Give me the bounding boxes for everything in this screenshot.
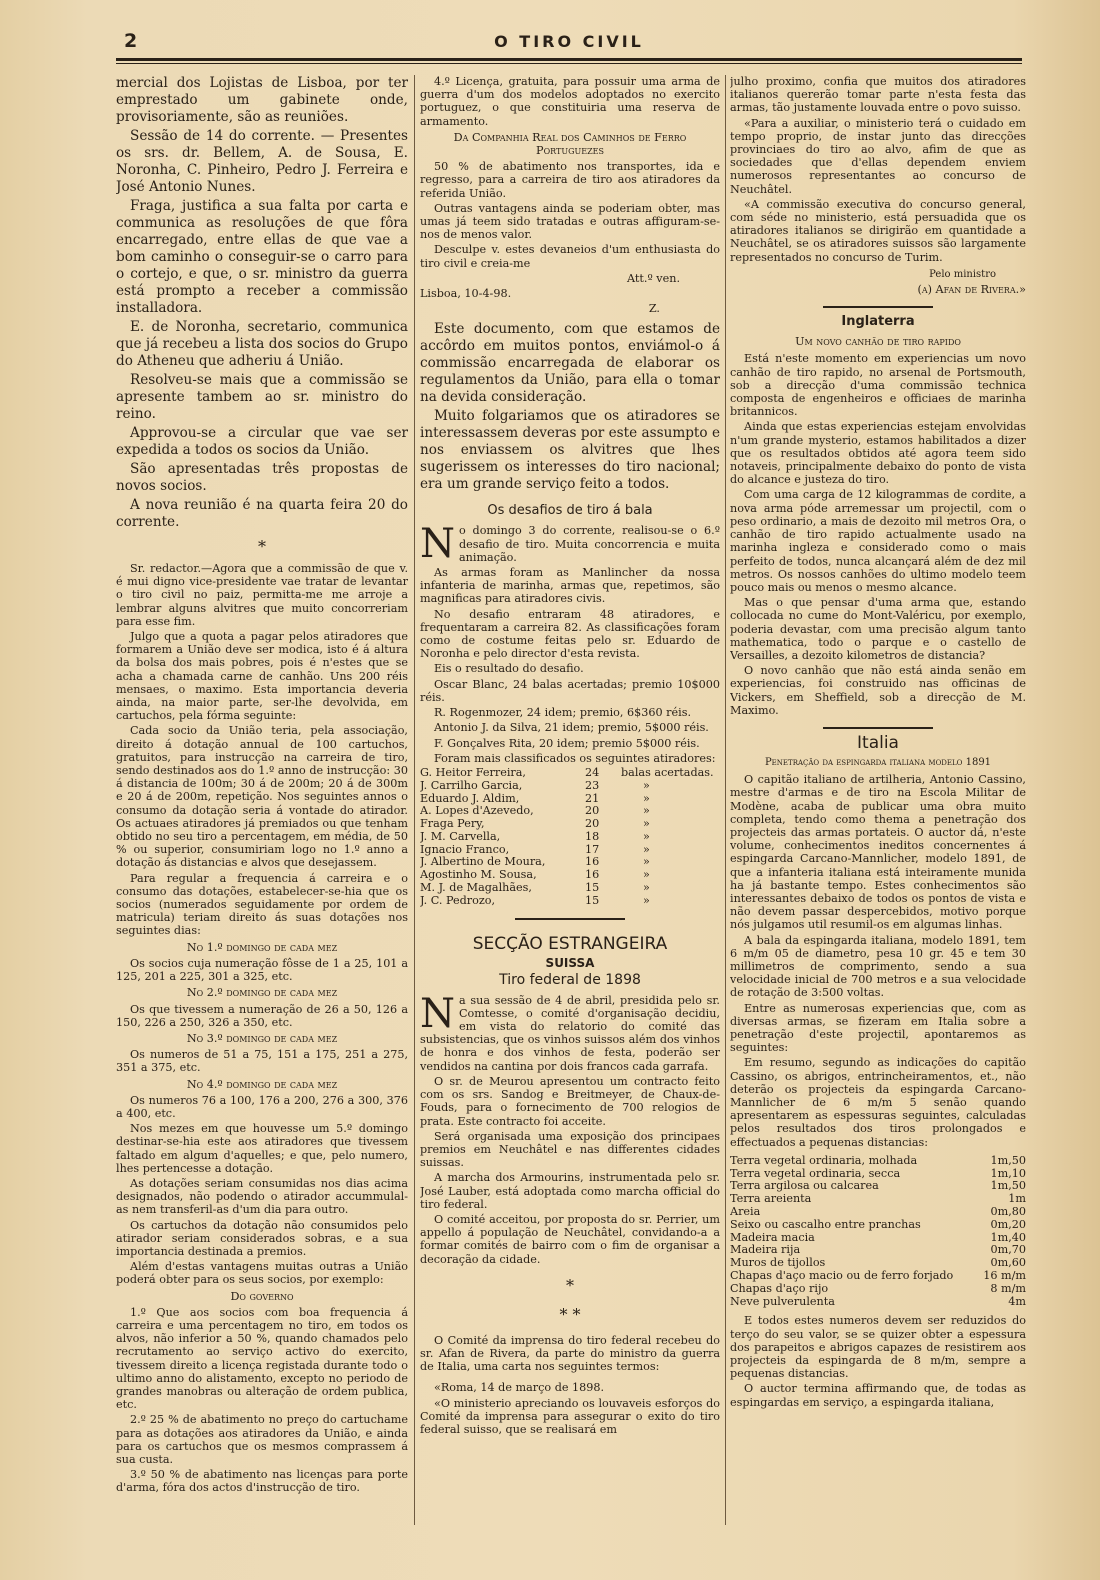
article-text: O sr. de Meurou apresentou um contracto feito com os srs. Sandog e Breitmeyer, de Chaux-de-Fouds, para o fornecimento de 700 relogios de prata. Este contracto foi acceite. <box>420 1074 720 1128</box>
article-text: São apresentadas três propostas de novos socios. <box>116 461 408 494</box>
result-unit: » <box>643 842 650 856</box>
thickness-value: 8 m/m <box>990 1281 1026 1295</box>
letter-text: Além d'estas vantagens muitas outras a União poderá obter para os seus socios, por exemplo: <box>116 1260 408 1287</box>
material-name: Terra argilosa ou calcarea <box>730 1179 879 1193</box>
letter-text: 3.º 50 % de abatimento nas licenças para porte d'arma, fóra dos actos d'instrucção de tiro. <box>116 1468 408 1495</box>
letter-text: Os socios cuja numeração fôsse de 1 a 25, 101 a 125, 201 a 225, 301 a 325, etc. <box>116 956 408 984</box>
drop-cap: N <box>420 521 455 568</box>
letter-text: Nos mezes em que houvesse um 5.º domingo destinar-se-hia este aos atiradores que tivessem faltado em algum d'aquelles; e que, pelo numero, lhes pertencesse a dotação. <box>116 1122 408 1175</box>
subheading: Penetração da espingarda italiana modelo 1891 <box>764 756 992 768</box>
article-text: Ainda que estas experiencias estejam envolvidas n'um grande mysterio, estamos habilitados a dizer que os resultados obtidos até agora teem sido notaveis, principalmente debaixo do ponto de vista do alcance e justeza do tiro. <box>730 420 1026 487</box>
material-name: Terra vegetal ordinaria, molhada <box>730 1153 918 1167</box>
article-text: No desafio entraram 48 atiradores, e frequentaram a carreira 82. As classificações foram como de costume feitas pelo sr. Eduardo de Noronha e pelo director d'esta revista. <box>420 607 720 661</box>
material-name: Areia <box>730 1205 761 1219</box>
section-heading-desafios: Os desafios de tiro á bala <box>487 503 653 519</box>
article-text: Sessão de 14 do corrente. — Presentes os srs. dr. Bellem, A. de Sousa, E. Noronha, C. Pinheiro, Pedro J. Ferreira e José Antonio Nunes. <box>116 128 408 195</box>
article-text: O comité acceitou, por proposta do sr. Perrier, um appello á população de Neuchâtel, convidando-a a formar comités de bairro com o fim de organisar a decoração da cidade. <box>420 1212 720 1266</box>
result-score: 17 <box>585 842 600 856</box>
letter-text: Outras vantagens ainda se poderiam obter, mas umas já teem sido tratadas e outras affiguram-se-nos de menos valor. <box>420 201 720 242</box>
penetration-row <box>730 1270 1026 1283</box>
thickness-value: 0m,70 <box>990 1243 1026 1257</box>
subheading: Um novo canhão de tiro rapido <box>795 335 961 349</box>
thickness-value: 0m,60 <box>990 1256 1026 1270</box>
result-line: Oscar Blanc, 24 balas acertadas; premio 10$000 réis. <box>420 677 720 704</box>
section-rule <box>823 306 933 308</box>
result-unit: » <box>643 817 650 831</box>
article-text: «O ministerio apreciando os louvaveis esforços do Comité da imprensa para assegurar o exito do tiro federal suisso, que se realisará em <box>420 1396 720 1436</box>
result-score: 16 <box>585 868 600 882</box>
subheading: Da Companhia Real dos Caminhos de Ferro Portuguezes <box>453 130 687 158</box>
letter-text: Os numeros 76 a 100, 176 a 200, 276 a 300, 376 a 400, etc. <box>116 1093 408 1120</box>
result-row <box>420 818 720 831</box>
column-divider-1 <box>414 75 415 1525</box>
result-line: Antonio J. da Silva, 21 idem; premio, 5$000 réis. <box>434 721 709 735</box>
material-name: Terra areienta <box>730 1192 812 1206</box>
result-name: A. Lopes d'Azevedo, <box>420 804 534 818</box>
letter-text: 4.º Licença, gratuita, para possuir uma arma de guerra d'um dos modelos adoptados no exercito portuguez, o que constituiria uma reserva de armamento. <box>420 75 720 128</box>
thickness-value: 1m <box>1008 1192 1026 1206</box>
result-unit: » <box>643 893 650 907</box>
article-text: A marcha dos Armourins, instrumentada pelo sr. José Lauber, está adoptada como marcha official do tiro federal. <box>420 1171 720 1211</box>
article-text: Resolveu-se mais que a commissão se apresente tambem ao sr. ministro do reino. <box>116 372 408 422</box>
thickness-value: 1m,40 <box>990 1230 1026 1244</box>
result-line: F. Gonçalves Rita, 20 idem; premio 5$000 réis. <box>434 736 700 750</box>
penetration-table <box>730 1155 1026 1309</box>
article-text: «Roma, 14 de março de 1898. <box>434 1381 605 1395</box>
thickness-value: 4m <box>1008 1294 1026 1308</box>
letter-signature: Pelo ministro <box>929 268 996 280</box>
thickness-value: 1m,10 <box>990 1166 1026 1180</box>
penetration-row <box>730 1206 1026 1219</box>
penetration-row <box>730 1296 1026 1309</box>
separator-star: * <box>258 537 266 556</box>
article-text: O Comité da imprensa do tiro federal recebeu do sr. Afan de Rivera, da parte do ministro da guerra de Italia, uma carta nos seguintes termos: <box>420 1333 720 1374</box>
result-row <box>420 767 720 780</box>
section-heading-italia: Italia <box>857 732 899 753</box>
letter-text: 50 % de abatimento nos transportes, ida e regresso, para a carreira de tiro aos atiradores da referida União. <box>420 160 720 200</box>
result-score: 21 <box>585 791 600 805</box>
result-score: 23 <box>585 778 600 792</box>
penetration-row <box>730 1219 1026 1232</box>
result-score: 24 <box>585 765 600 779</box>
subheading: No 1.º domingo de cada mez <box>186 940 338 954</box>
drop-cap: N <box>420 990 455 1037</box>
article-text: Fraga, justifica a sua falta por carta e communica as resoluções de que fôra encarregado, entre ellas de que vae a bom caminho o conseguir-se o carro para o cortejo, e que, o sr. ministro da guerra está prompto a receber a commissão installadora. <box>116 198 408 316</box>
article-text: O novo canhão que não está ainda senão em experiencias, foi construido nas officinas de Vickers, em Sheffield, sob a direcção de M. Maximo. <box>730 664 1026 717</box>
article-text: Na sua sessão de 4 de abril, presidida pelo sr. Comtesse, o comité d'organisação decidiu, em vista do relatorio do comité das subsistencias, que os vinhos suissos além dos vinhos de honra e dos vinhos de festa, poderão ser vendidos na cantina por dois francos cada garrafa. <box>420 990 720 1073</box>
result-unit: » <box>643 881 650 895</box>
article-text: Muito folgariamos que os atiradores se interessassem deveras por este assumpto e nos enviassem os alvitres que lhes sugerissem os interesses do tiro nacional; era um grande serviço feito a todos. <box>420 408 720 493</box>
result-row <box>420 780 720 793</box>
column-divider-2 <box>725 75 726 1525</box>
material-name: Seixo ou cascalho entre pranchas <box>730 1217 921 1231</box>
column-3 <box>730 75 1026 1525</box>
result-unit: » <box>643 855 650 869</box>
article-text: julho proximo, confia que muitos dos atiradores italianos quererão tomar parte n'esta festa das armas, tão justamente louvada entre o povo suisso. <box>730 75 1026 115</box>
thickness-value: 1m,50 <box>990 1179 1026 1193</box>
article-text: Este documento, com que estamos de accôrdo em muitos pontos, enviámol-o á commissão encarregada de elaborar os regulamentos da União, para ella o tomar na devida consideração. <box>420 321 720 406</box>
letter-text: Os que tivessem a numeração de 26 a 50, 126 a 150, 226 a 250, 326 a 350, etc. <box>116 1002 408 1029</box>
result-row <box>420 895 720 908</box>
result-score: 20 <box>585 817 600 831</box>
article-text: O capitão italiano de artilheria, Antonio Cassino, mestre d'armas e de tiro na Escola Militar de Modène, acaba de publicar uma obra muito completa, tendo como thema a penetração dos projecteis das armas portateis. O auctor dá, n'este volume, conhecimentos ineditos concernentes á espingarda Carcano-Mannlicher, modelo 1891, de que a infanteria italiana está inteiramente munida ha já bastante tempo. Estes conhecimentos são interessantes debaixo de todos os pontos de vista e não devem passar despercebidos, motivo porque nós julgamos util resumil-os em algumas linhas. <box>730 773 1026 932</box>
header-rule-thick <box>116 58 1022 61</box>
letter-text: Os cartuchos da dotação não consumidos pelo atirador seriam considerados sobras, e a sua importancia destinada a premios. <box>116 1218 408 1258</box>
section-heading-inglaterra: Inglaterra <box>841 314 915 330</box>
result-name: G. Heitor Ferreira, <box>420 765 526 779</box>
material-name: Chapas d'aço macio ou de ferro forjado <box>730 1269 954 1282</box>
result-row <box>420 831 720 844</box>
results-table <box>420 767 720 908</box>
letter-text: Cada socio da União teria, pela associação, direito á dotação annual de 100 cartuchos, gratuitos, para instrucção na carreira de tiro, sendo destinados aos do 1.º anno de instrucção: 30 á distancia de 100m; 30 á de 200m; 20 á de 300m e 20 á de 200m, repetição. Nos seguintes annos o consumo da dotação seria á vontade do atirador. Os actuaes atiradores já premiados ou que tenham obtido no seu tiro a percentagem, em média, de 50 % ou superior, consumiriam logo no 1.º anno a dotação ás distancias e alvos que desejassem. <box>116 724 408 870</box>
result-score: 15 <box>585 893 600 907</box>
result-unit: » <box>643 868 650 882</box>
material-name: Neve pulverulenta <box>730 1294 835 1308</box>
article-text: Eis o resultado do desafio. <box>434 662 584 676</box>
penetration-row <box>730 1193 1026 1206</box>
article-text: Será organisada uma exposição dos principaes premios em Neuchâtel e nas differentes cidades suissas. <box>420 1129 720 1170</box>
penetration-row <box>730 1155 1026 1168</box>
subheading: No 2.º domingo de cada mez <box>186 986 338 1000</box>
article-text: «A commissão executiva do concurso general, com séde no ministerio, está persuadida que os atiradores italianos se dirigirão em quantidade a Neuchâtel, se os atiradores suissos são largamente representados no concurso de Turim. <box>730 197 1026 264</box>
article-text: A nova reunião é na quarta feira 20 do corrente. <box>116 497 408 530</box>
letter-text: Desculpe v. estes devaneios d'um enthusiasta do tiro civil e creia-me <box>420 243 720 270</box>
article-text: Mas o que pensar d'uma arma que, estando collocada no cume do Mont-Valéricu, por exemplo, poderia devastar, com uma precisão algum tanto mathematica, todo o parque e o castello de Versailles, a dezoito kilometros de distancia? <box>730 596 1026 662</box>
article-text: Foram mais classificados os seguintes atiradores: <box>434 751 716 765</box>
result-score: 18 <box>585 829 600 843</box>
section-heading-estrangeira: SECÇÃO ESTRANGEIRA <box>472 933 668 954</box>
result-name: Ignacio Franco, <box>420 842 510 856</box>
article-text: «Para a auxiliar, o ministerio terá o cuidado em tempo proprio, de instar junto das direcções provinciaes do tiro ao alvo, afim de que as sociedades que d'ellas dependem enviem numerosos representantes ao concurso de Neuchâtel. <box>730 116 1026 196</box>
result-score: 15 <box>585 881 600 895</box>
column-1 <box>116 75 408 1525</box>
letter-text: 1.º Que aos socios com boa frequencia á carreira e uma percentagem no tiro, em todos os alvos, não inferior a 50 %, quando chamados pelo recrutamento ao serviço activo do exercito, tivessem direito a licença registada durante todo o ultimo anno do alistamento, excepto no periodo de grandes manobras ou alteração de ordem publica, etc. <box>116 1305 408 1412</box>
material-name: Madeira rija <box>730 1243 801 1257</box>
separator-star: * * <box>559 1304 581 1324</box>
result-name: J. Carrilho Garcia, <box>420 778 523 792</box>
column-2 <box>420 75 720 1525</box>
material-name: Madeira macia <box>730 1230 815 1244</box>
material-name: Chapas d'aço rijo <box>730 1281 829 1295</box>
letter-closing: Att.º ven. <box>627 271 680 285</box>
result-row <box>420 882 720 895</box>
result-name: J. C. Pedrozo, <box>420 893 496 907</box>
result-score: 20 <box>585 804 600 818</box>
thickness-value: 0m,20 <box>990 1217 1026 1231</box>
result-name: Agostinho M. Sousa, <box>420 868 537 882</box>
result-unit: balas acertadas. <box>621 765 714 779</box>
result-unit: » <box>643 778 650 792</box>
letter-signature: (a) Afan de Rivera.» <box>917 283 1026 297</box>
letter-signature: Z. <box>648 302 660 316</box>
letter-text: Sr. redactor.—Agora que a commissão de que v. é mui digno vice-presidente vae tratar de levantar o tiro civil no paiz, permitta-me me arroje a lembrar alguns alvitres que muito concorreriam para esse fim. <box>116 562 408 628</box>
subheading-tiro-federal: Tiro federal de 1898 <box>499 971 641 988</box>
subheading-suissa: SUISSA <box>545 955 595 970</box>
separator-star: * <box>566 1275 574 1295</box>
thickness-value: 1m,50 <box>990 1153 1026 1167</box>
letter-date: Lisboa, 10-4-98. <box>420 287 512 301</box>
page-header <box>116 30 1022 52</box>
subheading: No 4.º domingo de cada mez <box>186 1077 338 1091</box>
subheading: No 3.º domingo de cada mez <box>186 1031 338 1045</box>
letter-text: Julgo que a quota a pagar pelos atiradores que formarem a União deve ser modica, isto é á altura da bolsa dos mais pobres, pois é n'estes que se acha a chamada carne de canhão. Uns 200 réis mensaes, o maximo. Esta importancia deveria ainda, na maior parte, ser-lhe devolvida, em cartuchos, pela fórma seguinte: <box>116 630 408 723</box>
result-name: J. M. Carvella, <box>420 829 501 843</box>
thickness-value: 0m,80 <box>990 1205 1026 1219</box>
thickness-value: 16 m/m <box>983 1269 1026 1282</box>
article-text: Está n'este momento em experiencias um novo canhão de tiro rapido, no arsenal de Portsmouth, sob a direcção d'uma commissão technica composta de engenheiros e officiaes de marinha britannicos. <box>730 352 1026 419</box>
article-text: As armas foram as Manlincher da nossa infanteria de marinha, armas que, repetimos, são magnificas para atiradores civis. <box>420 566 720 606</box>
result-name: Eduardo J. Aldim, <box>420 791 520 805</box>
result-name: J. Albertino de Moura, <box>420 855 546 869</box>
section-rule <box>515 918 625 920</box>
penetration-row <box>730 1283 1026 1296</box>
article-text: O auctor termina affirmando que, de todas as espingardas em serviço, a espingarda italiana, <box>730 1382 1026 1409</box>
article-text: Entre as numerosas experiencias que, com as diversas armas, se fizeram em Italia sobre a penetração d'este projectil, apontaremos as seguintes: <box>730 1001 1026 1055</box>
letter-text: As dotações seriam consumidas nos dias acima designados, não podendo o atirador accummulal-as nem transferil-as d'um dia para outro. <box>116 1176 408 1217</box>
result-unit: » <box>643 804 650 818</box>
article-text: E. de Noronha, secretario, communica que já recebeu a lista dos socios do Grupo do Atheneu que adheriu á União. <box>116 319 408 369</box>
material-name: Terra vegetal ordinaria, secca <box>730 1166 901 1180</box>
letter-text: Os numeros de 51 a 75, 151 a 175, 251 a 275, 351 a 375, etc. <box>116 1048 408 1075</box>
section-rule <box>823 727 933 729</box>
subheading: Do governo <box>230 1289 294 1303</box>
page-title: O TIRO CIVIL <box>494 32 644 51</box>
letter-text: 2.º 25 % de abatimento no preço do cartuchame para as dotações aos atiradores da União, e ainda para os cartuchos que os mesmos comprassem á sua custa. <box>116 1413 408 1466</box>
result-name: Fraga Pery, <box>420 817 485 831</box>
material-name: Muros de tijollos <box>730 1256 826 1270</box>
article-text: Em resumo, segundo as indicações do capitão Cassino, os abrigos, entrincheiramentos, et., não deterão os projecteis da espingarda Carcano-Mannlicher de 6 m/m 5 senão quando apresentarem as espessuras seguintes, calculadas pelos resultados dos tiros prolongados e effectuados a pequenas distancias: <box>730 1056 1026 1149</box>
article-text: Approvou-se a circular que vae ser expedida a todos os socios da União. <box>116 425 408 458</box>
header-rule-thin <box>116 63 1022 64</box>
article-text: E todos estes numeros devem ser reduzidos do terço do seu valor, se se quizer obter a espessura dos parapeitos e abrigos capazes de resistirem aos projecteis da espingarda de 8 m/m, sempre a pequenas distancias. <box>730 1314 1026 1381</box>
article-text: mercial dos Lojistas de Lisboa, por ter emprestado um gabinete onde, provisoriamente, são as reuniões. <box>116 75 408 125</box>
result-line: R. Rogenmozer, 24 idem; premio, 6$360 réis. <box>434 706 692 720</box>
result-score: 16 <box>585 855 600 869</box>
result-name: M. J. de Magalhães, <box>420 881 532 895</box>
page-number: 2 <box>124 30 138 52</box>
result-unit: » <box>643 829 650 843</box>
article-text: Com uma carga de 12 kilogrammas de cordite, a nova arma póde arremessar um projectil, com o peso ordinario, a mais de dezoito mil metros Ora, o canhão de tiro rapido actualmente usado na marinha ingleza e considerado como o mais perfeito de todos, nunca alcançará além de dez mil metros. Os nossos canhões do ultimo modelo teem pouco mais ou menos o mesmo alcance. <box>730 488 1026 594</box>
result-unit: » <box>643 791 650 805</box>
article-text: A bala da espingarda italiana, modelo 1891, tem 6 m/m 05 de diametro, pesa 10 gr. 45 e tem 30 millimetros de comprimento, sendo a sua velocidade inicial de 700 metros e a sua velocidade de rotação de 3:500 voltas. <box>730 933 1026 1000</box>
letter-text: Para regular a frequencia á carreira e o consumo das dotações, estabelecer-se-hia que os socios (numerados seguidamente por ordem de matricula) teriam direito ás suas dotações nos seguintes dias: <box>116 871 408 938</box>
article-text: No domingo 3 do corrente, realisou-se o 6.º desafio de tiro. Muita concorrencia e muita animação. <box>420 521 720 568</box>
